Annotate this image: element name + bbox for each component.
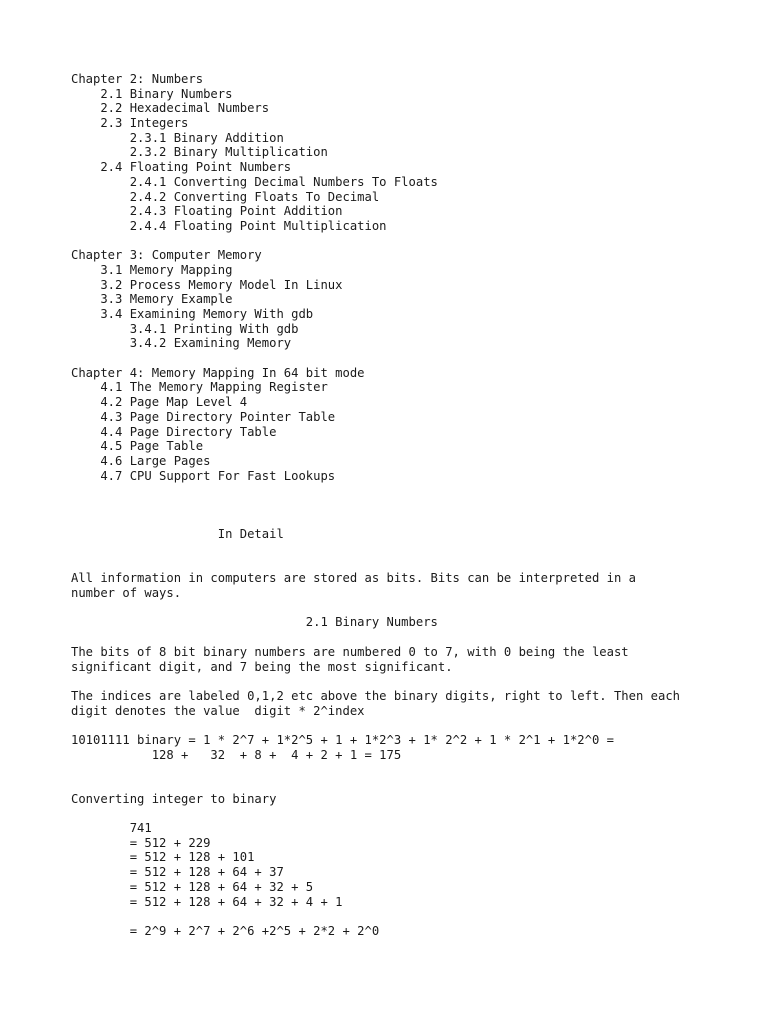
blank-line bbox=[71, 557, 731, 572]
blank-line bbox=[71, 909, 731, 924]
text-line: Chapter 3: Computer Memory bbox=[71, 248, 262, 263]
text-line: = 512 + 128 + 64 + 32 + 4 + 1 bbox=[71, 894, 343, 909]
text-line: digit denotes the value digit * 2^index bbox=[71, 703, 365, 718]
text-line: 4.3 Page Directory Pointer Table bbox=[71, 409, 336, 424]
blank-line bbox=[71, 806, 731, 821]
document-body bbox=[71, 72, 731, 939]
text-line: 2.2 Hexadecimal Numbers bbox=[71, 101, 270, 116]
text-line: 2.1 Binary Numbers bbox=[71, 86, 233, 101]
text-line: number of ways. bbox=[71, 586, 182, 601]
text-line: = 512 + 128 + 64 + 32 + 5 bbox=[71, 879, 314, 894]
blank-line bbox=[71, 630, 731, 645]
text-line: significant digit, and 7 being the most significant. bbox=[71, 659, 453, 674]
text-line: 4.2 Page Map Level 4 bbox=[71, 395, 248, 410]
text-line: 2.4 Floating Point Numbers bbox=[71, 160, 292, 175]
blank-line bbox=[71, 351, 731, 366]
text-line: 2.4.1 Converting Decimal Numbers To Floats bbox=[71, 174, 438, 189]
text-line: In Detail bbox=[71, 527, 284, 542]
text-line: 741 bbox=[71, 821, 152, 836]
text-line: 2.4.3 Floating Point Addition bbox=[71, 204, 343, 219]
text-line: 3.2 Process Memory Model In Linux bbox=[71, 277, 343, 292]
blank-line bbox=[71, 601, 731, 616]
blank-line bbox=[71, 498, 731, 513]
text-line: 2.4.2 Converting Floats To Decimal bbox=[71, 189, 380, 204]
text-line: 3.4.2 Examining Memory bbox=[71, 336, 292, 351]
text-line: 128 + 32 + 8 + 4 + 2 + 1 = 175 bbox=[71, 747, 402, 762]
blank-line bbox=[71, 718, 731, 733]
text-line: 2.3.1 Binary Addition bbox=[71, 130, 284, 145]
text-line: 4.6 Large Pages bbox=[71, 453, 211, 468]
text-line: Converting integer to binary bbox=[71, 791, 277, 806]
text-line: 3.4.1 Printing With gdb bbox=[71, 321, 299, 336]
blank-line bbox=[71, 483, 731, 498]
text-line: Chapter 2: Numbers bbox=[71, 72, 204, 86]
text-line: = 512 + 128 + 101 bbox=[71, 850, 255, 865]
text-line: = 512 + 229 bbox=[71, 835, 211, 850]
text-line: = 2^9 + 2^7 + 2^6 +2^5 + 2*2 + 2^0 bbox=[71, 923, 380, 938]
text-line: The indices are labeled 0,1,2 etc above the binary digits, right to left. Then each bbox=[71, 688, 681, 703]
text-line: The bits of 8 bit binary numbers are numbered 0 to 7, with 0 being the least bbox=[71, 644, 629, 659]
text-line: 3.3 Memory Example bbox=[71, 292, 233, 307]
text-line: 2.3.2 Binary Multiplication bbox=[71, 145, 328, 160]
text-line: 4.5 Page Table bbox=[71, 439, 204, 454]
text-line: 2.4.4 Floating Point Multiplication bbox=[71, 218, 387, 233]
blank-line bbox=[71, 674, 731, 689]
text-line: = 512 + 128 + 64 + 37 bbox=[71, 865, 284, 880]
text-line: 4.7 CPU Support For Fast Lookups bbox=[71, 468, 336, 483]
blank-line bbox=[71, 513, 731, 528]
text-line: 10101111 binary = 1 * 2^7 + 1*2^5 + 1 + 1*2^3 + 1* 2^2 + 1 * 2^1 + 1*2^0 = bbox=[71, 732, 614, 747]
text-line: 2.3 Integers bbox=[71, 116, 189, 131]
text-line: 4.1 The Memory Mapping Register bbox=[71, 380, 328, 395]
text-line: All information in computers are stored as bits. Bits can be interpreted in a bbox=[71, 571, 636, 586]
text-line: 4.4 Page Directory Table bbox=[71, 424, 277, 439]
blank-line bbox=[71, 234, 731, 249]
blank-line bbox=[71, 762, 731, 777]
blank-line bbox=[71, 542, 731, 557]
text-line: 2.1 Binary Numbers bbox=[71, 615, 438, 630]
blank-line bbox=[71, 777, 731, 792]
text-line: 3.4 Examining Memory With gdb bbox=[71, 307, 314, 321]
text-line: Chapter 4: Memory Mapping In 64 bit mode bbox=[71, 365, 365, 380]
text-line: 3.1 Memory Mapping bbox=[71, 262, 233, 277]
